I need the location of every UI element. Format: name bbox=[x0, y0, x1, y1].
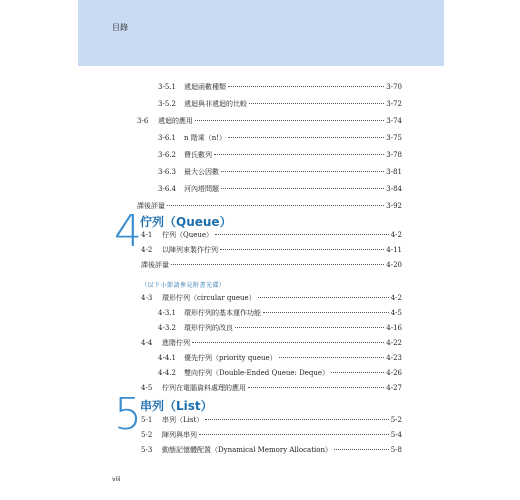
leader-dots bbox=[248, 387, 384, 388]
leader-dots bbox=[195, 120, 384, 121]
leader-dots bbox=[228, 86, 384, 87]
chapter-4-title[interactable]: 佇列（Queue） bbox=[140, 215, 232, 229]
toc-entry-4-3[interactable]: 4-3 環形佇列（circular queue） 4-2 bbox=[141, 294, 402, 302]
toc-entry-4-3-2[interactable]: 4-3.2 環形佇列的改良 4-16 bbox=[158, 324, 402, 332]
toc-entry-4-2[interactable]: 4-2 以陣列來製作佇列 4-11 bbox=[141, 246, 402, 254]
toc-entry-4-4-2[interactable]: 4-4.2 雙向佇列（Double-Ended Queue: Deque） 4-26 bbox=[158, 369, 402, 377]
leader-dots bbox=[221, 188, 384, 189]
leader-dots bbox=[192, 342, 384, 343]
toc-entry-5-3[interactable]: 5-3 動態記憶體配置（Dynamical Memory Allocation） 5-8 bbox=[141, 446, 402, 454]
leader-dots bbox=[258, 297, 389, 298]
toc-entry-4-4[interactable]: 4-4 進階佇列 4-22 bbox=[141, 339, 402, 347]
leader-dots bbox=[221, 171, 384, 172]
chapter-4-number: 4 bbox=[114, 206, 142, 257]
chapter-5-title[interactable]: 串列（List） bbox=[140, 399, 213, 413]
leader-dots bbox=[263, 312, 389, 313]
page-header-title: 目錄 bbox=[112, 23, 128, 32]
toc-entry-3-6-1[interactable]: 3-6.1 n 階乘（n!） 3-75 bbox=[158, 134, 402, 142]
toc-entry-ch4-review[interactable]: 課後評量 4-20 bbox=[141, 261, 402, 269]
toc-entry-3-6-3[interactable]: 3-6.3 最大公因數 3-81 bbox=[158, 168, 402, 176]
toc-entry-3-6-4[interactable]: 3-6.4 河內塔問題 3-84 bbox=[158, 185, 402, 193]
leader-dots bbox=[205, 419, 388, 420]
leader-dots bbox=[279, 357, 385, 358]
leader-dots bbox=[220, 249, 384, 250]
toc-entry-5-1[interactable]: 5-1 串列（List） 5-2 bbox=[141, 416, 402, 424]
leader-dots bbox=[249, 103, 384, 104]
leader-dots bbox=[199, 434, 389, 435]
leader-dots bbox=[214, 154, 384, 155]
toc-entry-3-5-2[interactable]: 3-5.2 遞迴與非遞迴的比較 3-72 bbox=[158, 100, 402, 108]
leader-dots bbox=[331, 372, 384, 373]
leader-dots bbox=[215, 234, 389, 235]
toc-entry-4-1[interactable]: 4-1 佇列（Queue） 4-2 bbox=[141, 231, 402, 239]
leader-dots bbox=[235, 327, 384, 328]
toc-entry-4-3-1[interactable]: 4-3.1 環形佇列的基本運作功能 4-5 bbox=[158, 309, 402, 317]
toc-entry-4-5[interactable]: 4-5 佇列在電腦資料處理的應用 4-27 bbox=[141, 384, 402, 392]
cd-note: （以下小節請參見附書光碟） bbox=[141, 282, 226, 289]
leader-dots bbox=[228, 137, 384, 138]
leader-dots bbox=[334, 449, 389, 450]
toc-entry-4-4-1[interactable]: 4-4.1 優先佇列（priority queue） 4-23 bbox=[158, 354, 402, 362]
leader-dots bbox=[167, 205, 384, 206]
chapter-5-number: 5 bbox=[114, 389, 142, 440]
page-number: viii bbox=[112, 476, 121, 483]
toc-entry-3-6[interactable]: 3-6 遞迴的應用 3-74 bbox=[137, 117, 402, 125]
toc-entry-3-5-1[interactable]: 3-5.1 遞迴函數種類 3-70 bbox=[158, 83, 402, 91]
toc-entry-ch3-review[interactable]: 課後評量 3-92 bbox=[137, 202, 402, 210]
toc-entry-5-2[interactable]: 5-2 陣列與串列 5-4 bbox=[141, 431, 402, 439]
toc-entry-3-6-2[interactable]: 3-6.2 費氏數列 3-78 bbox=[158, 151, 402, 159]
leader-dots bbox=[171, 264, 384, 265]
